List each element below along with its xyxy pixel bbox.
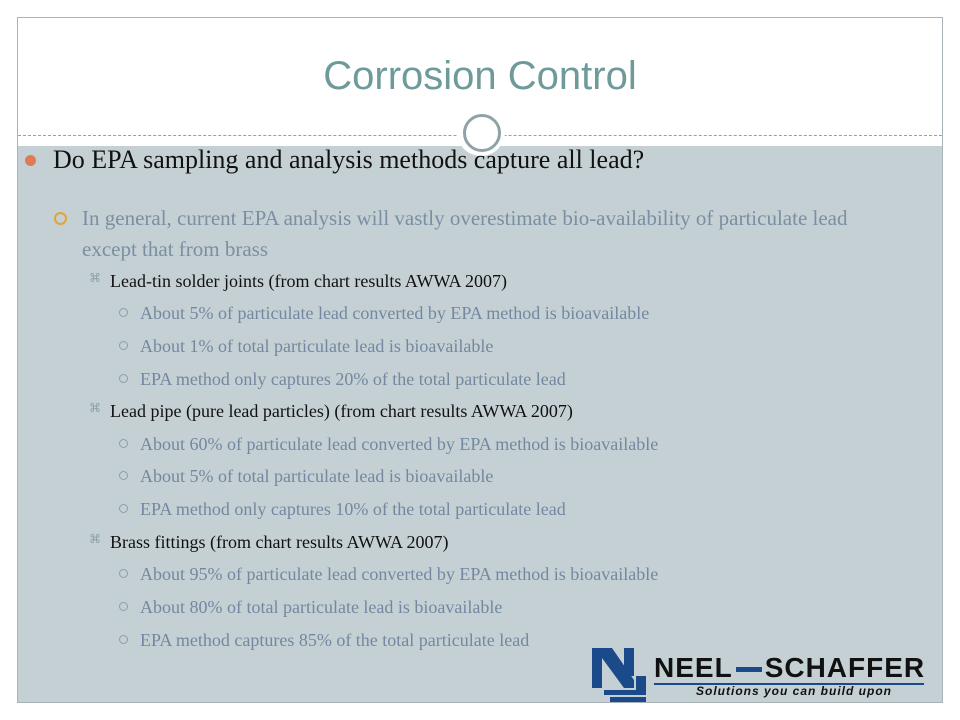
list-item-text: About 5% of particulate lead converted by EPA method is bioavailable: [140, 303, 650, 323]
group-heading: [89, 401, 930, 422]
group-heading-text: Lead pipe (pure lead particles) (from chart results AWWA 2007): [110, 401, 573, 421]
list-item-text: About 5% of total particulate lead is bioavailable: [140, 466, 494, 486]
circle-bullet-icon: [119, 471, 128, 480]
group-heading-text: Brass fittings (from chart results AWWA 2007): [110, 532, 449, 552]
group-heading-text: Lead-tin solder joints (from chart results AWWA 2007): [110, 271, 507, 291]
cross-bullet-icon: ⌘: [89, 271, 101, 285]
circle-bullet-icon: [119, 504, 128, 513]
logo-wordmark: [654, 652, 925, 684]
neel-schaffer-mark-icon: [592, 646, 650, 702]
ring-bullet-icon: [54, 212, 67, 225]
logo-name-part2: SCHAFFER: [764, 652, 926, 683]
level1-text: Do EPA sampling and analysis methods capture all lead?: [53, 145, 645, 174]
list-item: [140, 466, 920, 487]
circle-bullet-icon: [119, 635, 128, 644]
list-item: [140, 303, 920, 324]
list-item-text: About 80% of total particulate lead is bioavailable: [140, 597, 503, 617]
list-item-text: About 95% of particulate lead converted by EPA method is bioavailable: [140, 564, 659, 584]
list-item: [140, 597, 920, 618]
list-item-text: EPA method only captures 20% of the total particulate lead: [140, 369, 566, 389]
circle-bullet-icon: [119, 341, 128, 350]
cross-bullet-icon: ⌘: [89, 401, 101, 415]
slide-title: Corrosion Control: [323, 54, 637, 98]
logo-name-part1: NEEL: [654, 652, 733, 683]
list-item: [140, 499, 920, 520]
group-heading: [89, 271, 930, 292]
circle-bullet-icon: [119, 374, 128, 383]
filled-dot-bullet-icon: [25, 155, 36, 166]
bullet-level1: [53, 145, 913, 175]
company-logo: [592, 646, 932, 702]
circle-bullet-icon: [119, 569, 128, 578]
list-item-text: About 60% of particulate lead converted by EPA method is bioavailable: [140, 434, 659, 454]
logo-dash: [736, 667, 762, 672]
circle-bullet-icon: [119, 308, 128, 317]
group-heading: [89, 532, 930, 553]
bullet-level2: [82, 203, 882, 265]
list-item: [140, 369, 920, 390]
list-item-text: About 1% of total particulate lead is bioavailable: [140, 336, 494, 356]
circle-bullet-icon: [119, 439, 128, 448]
list-item: [140, 434, 920, 455]
level2-text: In general, current EPA analysis will vastly overestimate bio-availability of particulate lead except that from brass: [82, 206, 848, 261]
list-item-text: EPA method captures 85% of the total particulate lead: [140, 630, 530, 650]
circle-bullet-icon: [119, 602, 128, 611]
cross-bullet-icon: ⌘: [89, 532, 101, 546]
list-item-text: EPA method only captures 10% of the total particulate lead: [140, 499, 566, 519]
list-item: [140, 336, 920, 357]
list-item: [140, 564, 920, 585]
logo-tagline: Solutions you can build upon: [696, 684, 892, 698]
